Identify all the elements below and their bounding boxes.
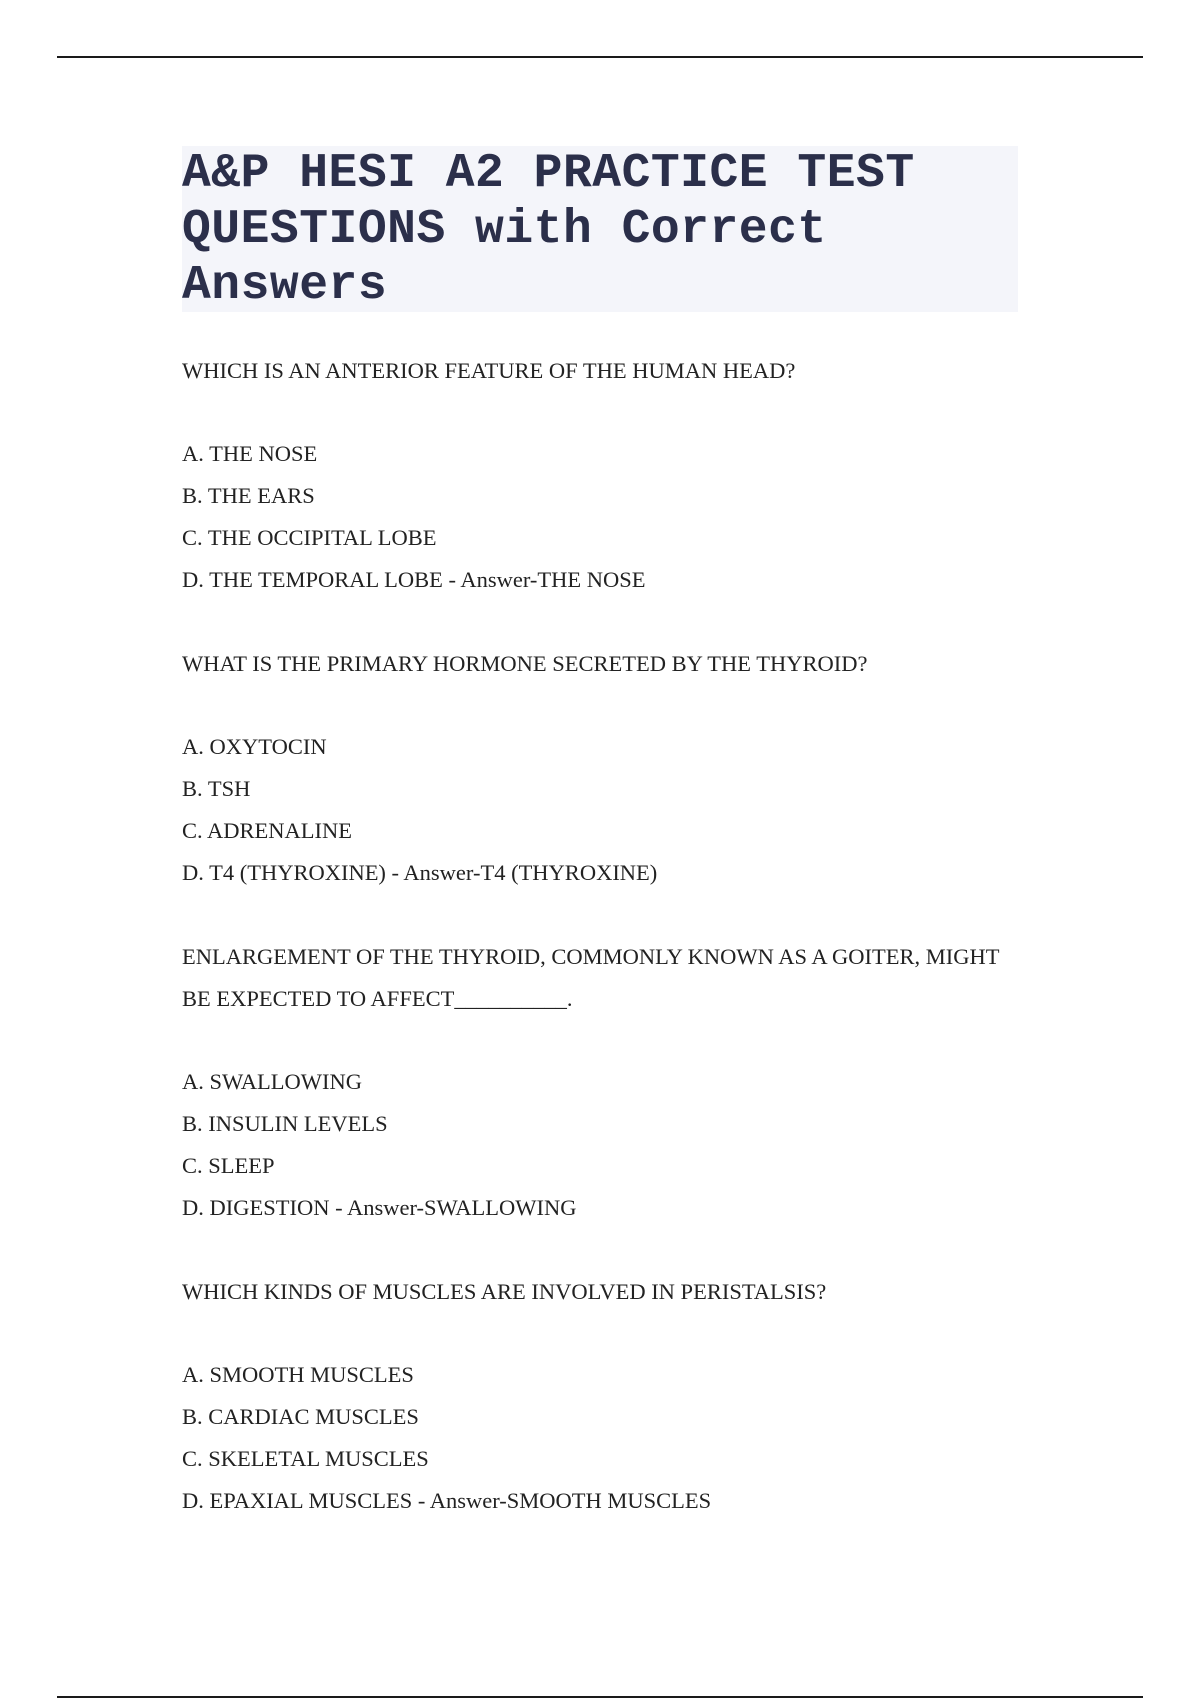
option-d-with-answer: D. DIGESTION - Answer-SWALLOWING [182, 1195, 577, 1220]
question-text: WHAT IS THE PRIMARY HORMONE SECRETED BY THE THYROID? [182, 651, 868, 676]
option-b: B. TSH [182, 776, 251, 801]
option-a: A. SWALLOWING [182, 1069, 362, 1094]
option-d-with-answer: D. EPAXIAL MUSCLES - Answer-SMOOTH MUSCLES [182, 1488, 712, 1513]
question-list [182, 350, 1032, 1564]
question-block-3 [182, 936, 1032, 1229]
question-block-4 [182, 1271, 1032, 1522]
option-d-with-answer: D. T4 (THYROXINE) - Answer-T4 (THYROXINE) [182, 860, 658, 885]
option-c: C. SKELETAL MUSCLES [182, 1446, 429, 1471]
option-a: A. SMOOTH MUSCLES [182, 1362, 414, 1387]
top-rule [57, 56, 1143, 58]
title-banner [182, 146, 1018, 312]
option-c: C. THE OCCIPITAL LOBE [182, 525, 437, 550]
question-text: WHICH KINDS OF MUSCLES ARE INVOLVED IN PERISTALSIS? [182, 1279, 827, 1304]
option-c: C. SLEEP [182, 1153, 275, 1178]
option-b: B. INSULIN LEVELS [182, 1111, 388, 1136]
question-block-2 [182, 643, 1032, 894]
question-text: ENLARGEMENT OF THE THYROID, COMMONLY KNOWN AS A GOITER, MIGHT BE EXPECTED TO AFFECT__________. [182, 944, 1000, 1011]
bottom-rule [57, 1696, 1143, 1698]
option-a: A. OXYTOCIN [182, 734, 327, 759]
option-a: A. THE NOSE [182, 441, 318, 466]
option-c: C. ADRENALINE [182, 818, 352, 843]
question-text: WHICH IS AN ANTERIOR FEATURE OF THE HUMAN HEAD? [182, 358, 796, 383]
question-block-1 [182, 350, 1032, 601]
option-b: B. THE EARS [182, 483, 315, 508]
option-b: B. CARDIAC MUSCLES [182, 1404, 419, 1429]
option-d-with-answer: D. THE TEMPORAL LOBE - Answer-THE NOSE [182, 567, 646, 592]
document-title: A&P HESI A2 PRACTICE TEST QUESTIONS with Correct Answers [182, 147, 915, 313]
